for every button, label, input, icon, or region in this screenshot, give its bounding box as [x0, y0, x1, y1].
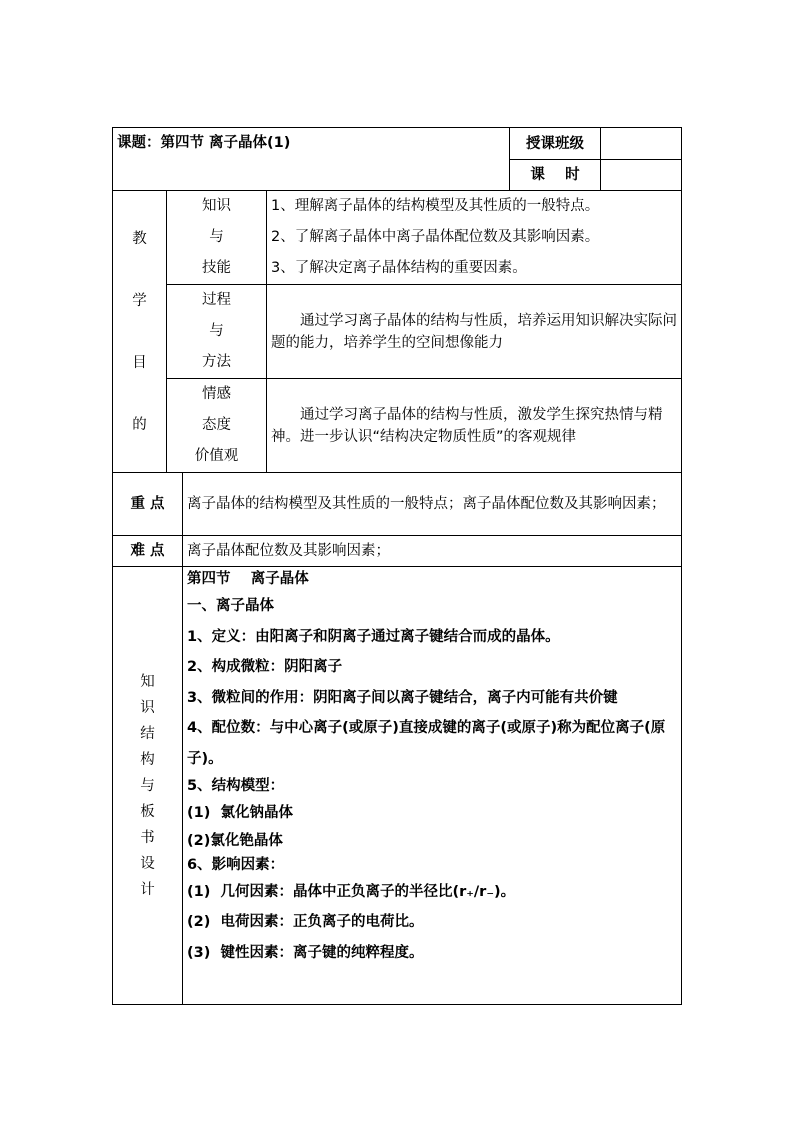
key-points-text: 离子晶体的结构模型及其性质的一般特点；离子晶体配位数及其影响因素；: [183, 473, 682, 536]
board-line: (1) 氯化钠晶体: [187, 805, 293, 821]
board-line: 4、配位数：与中心离子(或原子)直接成键的离子(或原子)称为配位离子(原子)。: [187, 720, 666, 767]
knowledge-item: 2、了解离子晶体中离子晶体配位数及其影响因素。: [271, 229, 600, 245]
process-text: 通过学习离子晶体的结构与性质，培养运用知识解决实际问题的能力，培养学生的空间想像能力: [267, 285, 682, 379]
period-value: [601, 160, 682, 191]
emotion-label: 情感 态度 价值观: [167, 379, 267, 473]
board-line: 第四节 离子晶体: [187, 571, 309, 587]
objectives-label: 教 学 目 的: [113, 191, 167, 473]
knowledge-item: 3、了解决定离子晶体结构的重要因素。: [271, 260, 527, 276]
board-line: 1、定义：由阳离子和阴离子通过离子键结合而成的晶体。: [187, 628, 560, 645]
knowledge-item: 1、理解离子晶体的结构模型及其性质的一般特点。: [271, 198, 600, 214]
period-label: 课 时: [510, 160, 601, 191]
board-line: 2、构成微粒：阴阳离子: [187, 659, 343, 675]
board-line: (1) 几何因素：晶体中正负离子的半径比(r₊/r₋)。: [187, 883, 516, 900]
class-value: [601, 128, 682, 160]
board-line: 一、离子晶体: [187, 598, 274, 614]
knowledge-label: 知识 与 技能: [167, 191, 267, 285]
lesson-plan-table: [112, 127, 682, 1005]
board-line: 3、微粒间的作用：阴阳离子间以离子键结合，离子内可能有共价键: [187, 689, 618, 706]
board-design-notes: [183, 567, 682, 1005]
board-line: 5、结构模型：: [187, 778, 285, 794]
board-line: 6、影响因素：: [187, 856, 285, 873]
board-line: (2) 电荷因素：正负离子的电荷比。: [187, 914, 424, 930]
key-points-label: 重 点: [113, 473, 183, 536]
lesson-title: 课题：第四节 离子晶体(1): [113, 128, 510, 191]
board-design-label: 知 识 结 构 与 板 书 设 计: [113, 567, 183, 1005]
difficult-points-label: 难 点: [113, 536, 183, 567]
knowledge-items: [267, 191, 682, 285]
difficult-points-text: 离子晶体配位数及其影响因素；: [183, 536, 682, 567]
process-label: 过程 与 方法: [167, 285, 267, 379]
emotion-text: 通过学习离子晶体的结构与性质，激发学生探究热情与精神。进一步认识“结构决定物质性质”的客观规律: [267, 379, 682, 473]
class-label: 授课班级: [510, 128, 601, 160]
board-line: (2)氯化铯晶体: [187, 832, 283, 849]
board-line: (3) 键性因素：离子键的纯粹程度。: [187, 944, 424, 961]
